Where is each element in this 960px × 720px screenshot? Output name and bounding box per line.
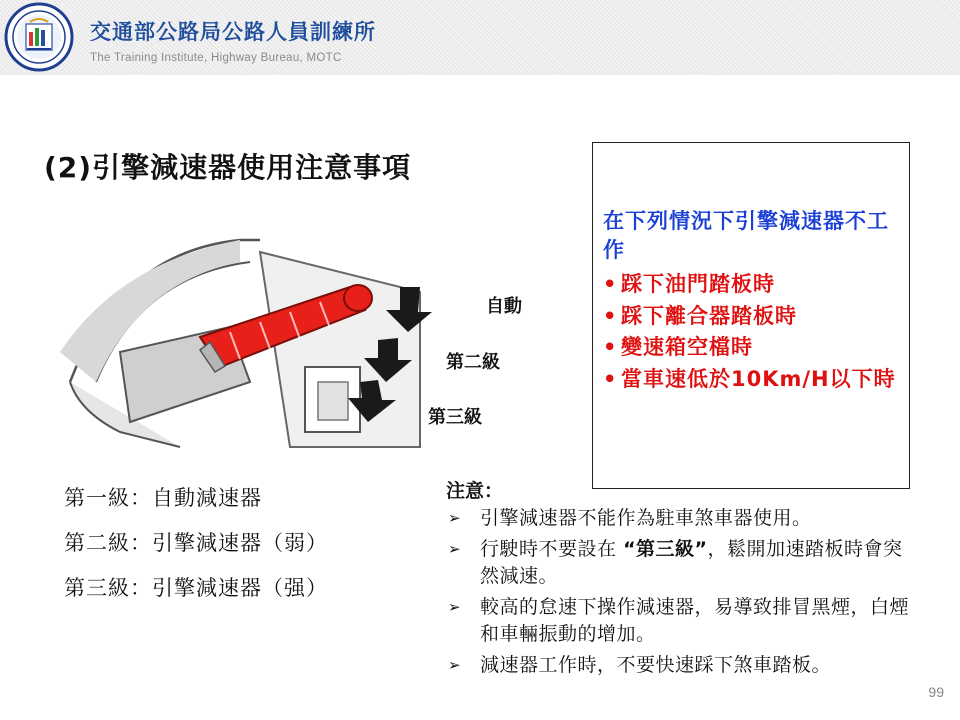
conditions-list <box>603 269 899 395</box>
bullet-dot: • <box>603 335 618 359</box>
slide-header <box>0 0 960 75</box>
institute-logo <box>4 2 74 72</box>
conditions-heading: 在下列情況下引擎減速器不工作 <box>603 209 889 262</box>
arrow-bullet-icon: ➢ <box>448 509 462 527</box>
note-item: ➢ 減速器工作時，不要快速踩下煞車踏板。 <box>446 652 916 679</box>
condition-item: • 踩下離合器踏板時 <box>603 301 899 333</box>
arrow-bullet-icon: ➢ <box>448 656 462 674</box>
condition-item: • 當車速低於10Km/H以下時 <box>603 364 899 396</box>
note-item: ➢ 行駛時不要設在 “第三級”，鬆開加速踏板時會突然減速。 <box>448 538 903 587</box>
bullet-dot: • <box>603 272 618 296</box>
notes-title: 注意： <box>446 480 504 502</box>
level-list <box>64 482 328 617</box>
org-name-en: The Training Institute, Highway Bureau, MOTC <box>90 52 342 64</box>
label-third-stage: 第三級 <box>428 407 482 428</box>
label-second-stage: 第二級 <box>446 352 500 373</box>
conditions-box <box>592 142 910 489</box>
condition-item: • 變速箱空檔時 <box>603 332 899 364</box>
note-item: ➢ 較高的怠速下操作減速器，易導致排冒黑煙，白煙和車輛振動的增加。 <box>448 596 910 645</box>
level-item-2: 第二級：引擎減速器（弱） <box>64 531 328 555</box>
condition-item: • 踩下油門踏板時 <box>603 269 899 301</box>
slide-title: (2)引擎減速器使用注意事項 <box>44 151 412 184</box>
org-name-zh: 交通部公路局公路人員訓練所 <box>90 20 376 44</box>
bullet-dot: • <box>603 366 618 391</box>
notes-section <box>446 476 916 683</box>
arrow-bullet-icon: ➢ <box>448 540 462 558</box>
level-item-3: 第三級：引擎減速器（强） <box>64 576 328 600</box>
bullet-dot: • <box>603 303 618 328</box>
label-auto: 自動 <box>486 296 522 317</box>
page-number: 99 <box>928 684 944 700</box>
note-item: ➢ 引擎減速器不能作為駐車煞車器使用。 <box>446 505 916 532</box>
note-emphasis: “第三級” <box>623 538 708 560</box>
level-item-1: 第一級：自動減速器 <box>64 486 262 510</box>
arrow-bullet-icon: ➢ <box>448 598 462 616</box>
